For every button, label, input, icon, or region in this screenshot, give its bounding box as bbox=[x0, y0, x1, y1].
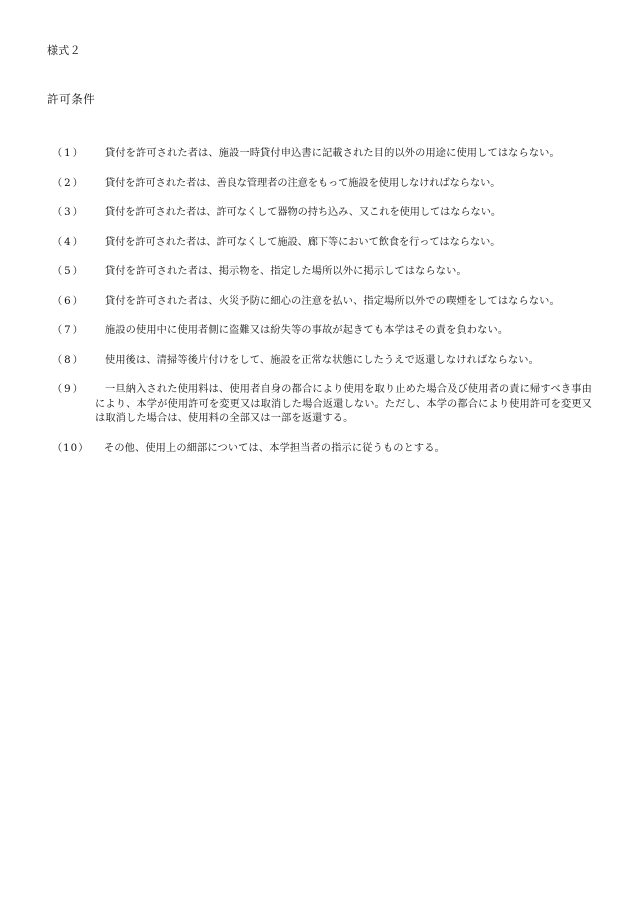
condition-number: （8） bbox=[52, 354, 85, 366]
condition-item-5 bbox=[52, 265, 592, 280]
condition-number: （7） bbox=[52, 325, 85, 336]
condition-item-3 bbox=[52, 206, 592, 221]
condition-text: 貸付を許可された者は、掲示物を、指定した場所以外に掲示してはならない。 bbox=[105, 266, 467, 277]
conditions-list bbox=[52, 147, 592, 471]
condition-item-1 bbox=[52, 147, 592, 162]
condition-text: 施設の使用中に使用者側に盗難又は紛失等の事故が起きても本学はその責を負わない。 bbox=[105, 325, 509, 336]
condition-number: （10） bbox=[52, 442, 90, 454]
condition-item-2 bbox=[52, 177, 592, 192]
condition-text: 一旦納入された使用料は、使用者自身の都合により使用を取り止めた場合及び使用者の責に帰すべき事由により、本学が使用許可を変更又は取消した場合返還しない。ただし、本学の都合により使用許可を変更又は取消した場合は、使用料の全部又は一部を返還する。 bbox=[95, 384, 592, 424]
condition-item-6 bbox=[52, 295, 592, 310]
condition-text: 使用後は、清掃等後片付けをして、施設を正常な状態にしたうえで返還しなければならない。 bbox=[105, 354, 539, 366]
condition-text: 貸付を許可された者は、許可なくして施設、廊下等において飲食を行ってはならない。 bbox=[105, 236, 501, 248]
condition-item-7 bbox=[52, 324, 592, 339]
condition-number: （1） bbox=[52, 148, 85, 159]
condition-number: （3） bbox=[52, 207, 85, 218]
condition-text: 貸付を許可された者は、火災予防に細心の注意を払い、指定場所以外での喫煙をしてはならない。 bbox=[105, 295, 560, 307]
condition-text: その他、使用上の細部については、本学担当者の指示に従うものとする。 bbox=[104, 442, 445, 454]
condition-number: （6） bbox=[52, 295, 85, 307]
condition-number: （4） bbox=[52, 236, 85, 248]
page-title: 許可条件 bbox=[47, 92, 96, 106]
condition-text: 貸付を許可された者は、善良な管理者の注意をもって施設を使用しなければならない。 bbox=[105, 177, 501, 189]
condition-text: 貸付を許可された者は、施設一時貸付申込書に記載された目的以外の用途に使用してはならない。 bbox=[105, 148, 560, 159]
condition-number: （5） bbox=[52, 266, 85, 277]
condition-item-9 bbox=[52, 383, 592, 427]
condition-item-4 bbox=[52, 236, 592, 251]
condition-item-8 bbox=[52, 354, 592, 369]
condition-number: （9） bbox=[52, 384, 85, 395]
condition-text: 貸付を許可された者は、許可なくして器物の持ち込み、又これを使用してはならない。 bbox=[105, 207, 501, 218]
condition-number: （2） bbox=[52, 177, 85, 189]
form-number: 様式２ bbox=[47, 44, 81, 57]
condition-item-10 bbox=[52, 442, 592, 457]
